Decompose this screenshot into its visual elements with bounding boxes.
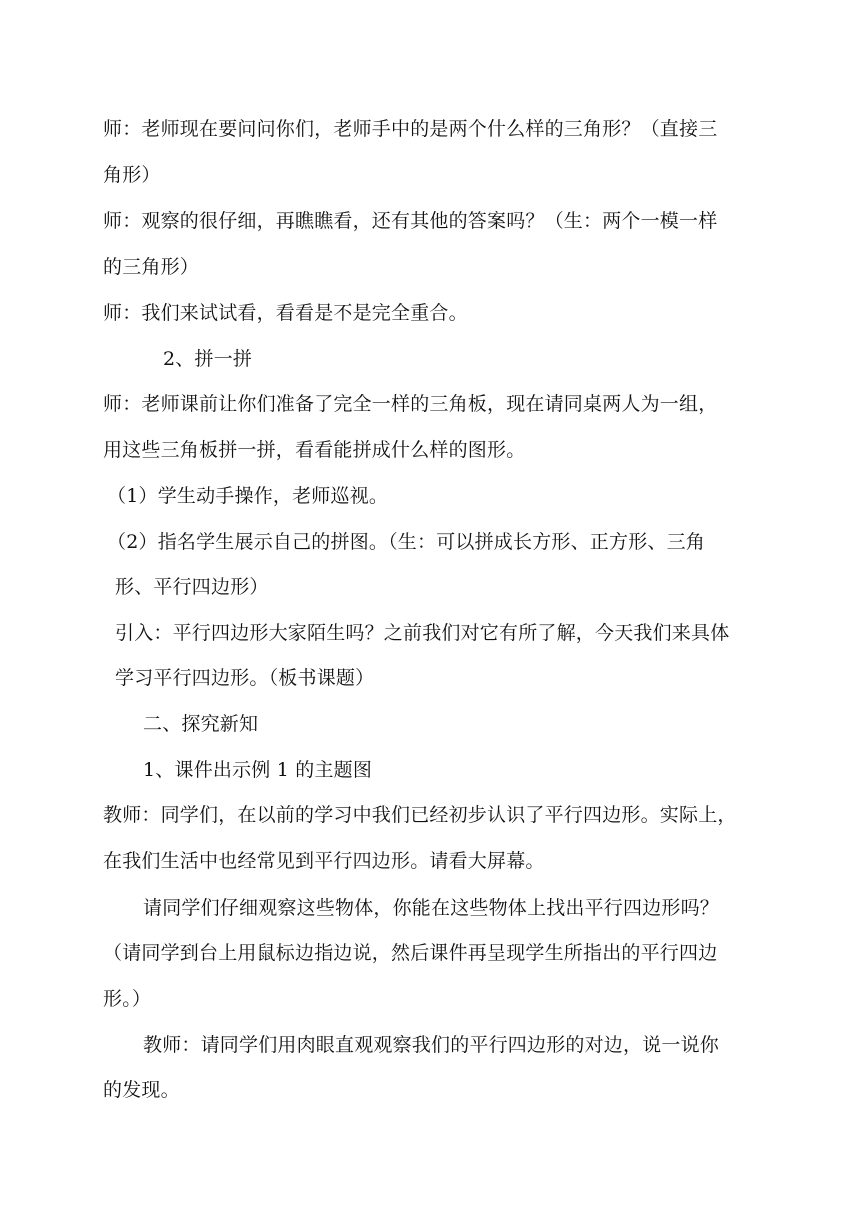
- section-heading: 二、探究新知: [143, 713, 259, 735]
- section-heading: 2、拼一拼: [163, 348, 253, 370]
- text-line: 的发现。: [103, 1079, 180, 1101]
- text-line: 师：观察的很仔细，再瞧瞧看，还有其他的答案吗？（生：两个一模一样: [103, 210, 718, 232]
- text-line: 请同学们仔细观察这些物体，你能在这些物体上找出平行四边形吗？: [143, 897, 720, 919]
- list-item: （1）学生动手操作，老师巡视。: [107, 485, 389, 507]
- text-line: 在我们生活中也经常见到平行四边形。请看大屏幕。: [103, 850, 545, 872]
- text-line: 用这些三角板拼一拼，看看能拼成什么样的图形。: [103, 439, 526, 461]
- text-line: 师：我们来试试看，看看是不是完全重合。: [103, 302, 468, 324]
- text-line: 角形）: [103, 164, 161, 186]
- text-line: 师：老师现在要问问你们，老师手中的是两个什么样的三角形？（直接三: [103, 118, 718, 140]
- text-line: （请同学到台上用鼠标边指边说，然后课件再呈现学生所指出的平行四边: [103, 942, 718, 964]
- text-line: 教师：请同学们用肉眼直观观察我们的平行四边形的对边，说一说你: [143, 1034, 720, 1056]
- text-line: 教师：同学们，在以前的学习中我们已经初步认识了平行四边形。实际上，: [103, 804, 737, 826]
- text-line: 形、平行四边形）: [115, 576, 269, 598]
- sub-heading: 1、课件出示例 1 的主题图: [143, 759, 373, 781]
- text-line: 形。）: [103, 988, 152, 1010]
- text-line: 引入：平行四边形大家陌生吗？之前我们对它有所了解，今天我们来具体: [115, 622, 730, 644]
- list-item: （2）指名学生展示自己的拼图。（生：可以拼成长方形、正方形、三角: [107, 531, 705, 553]
- text-line: 的三角形）: [103, 256, 200, 278]
- text-line: 学习平行四边形。（板书课题）: [115, 667, 375, 689]
- text-line: 师：老师课前让你们准备了完全一样的三角板，现在请同桌两人为一组，: [103, 393, 718, 415]
